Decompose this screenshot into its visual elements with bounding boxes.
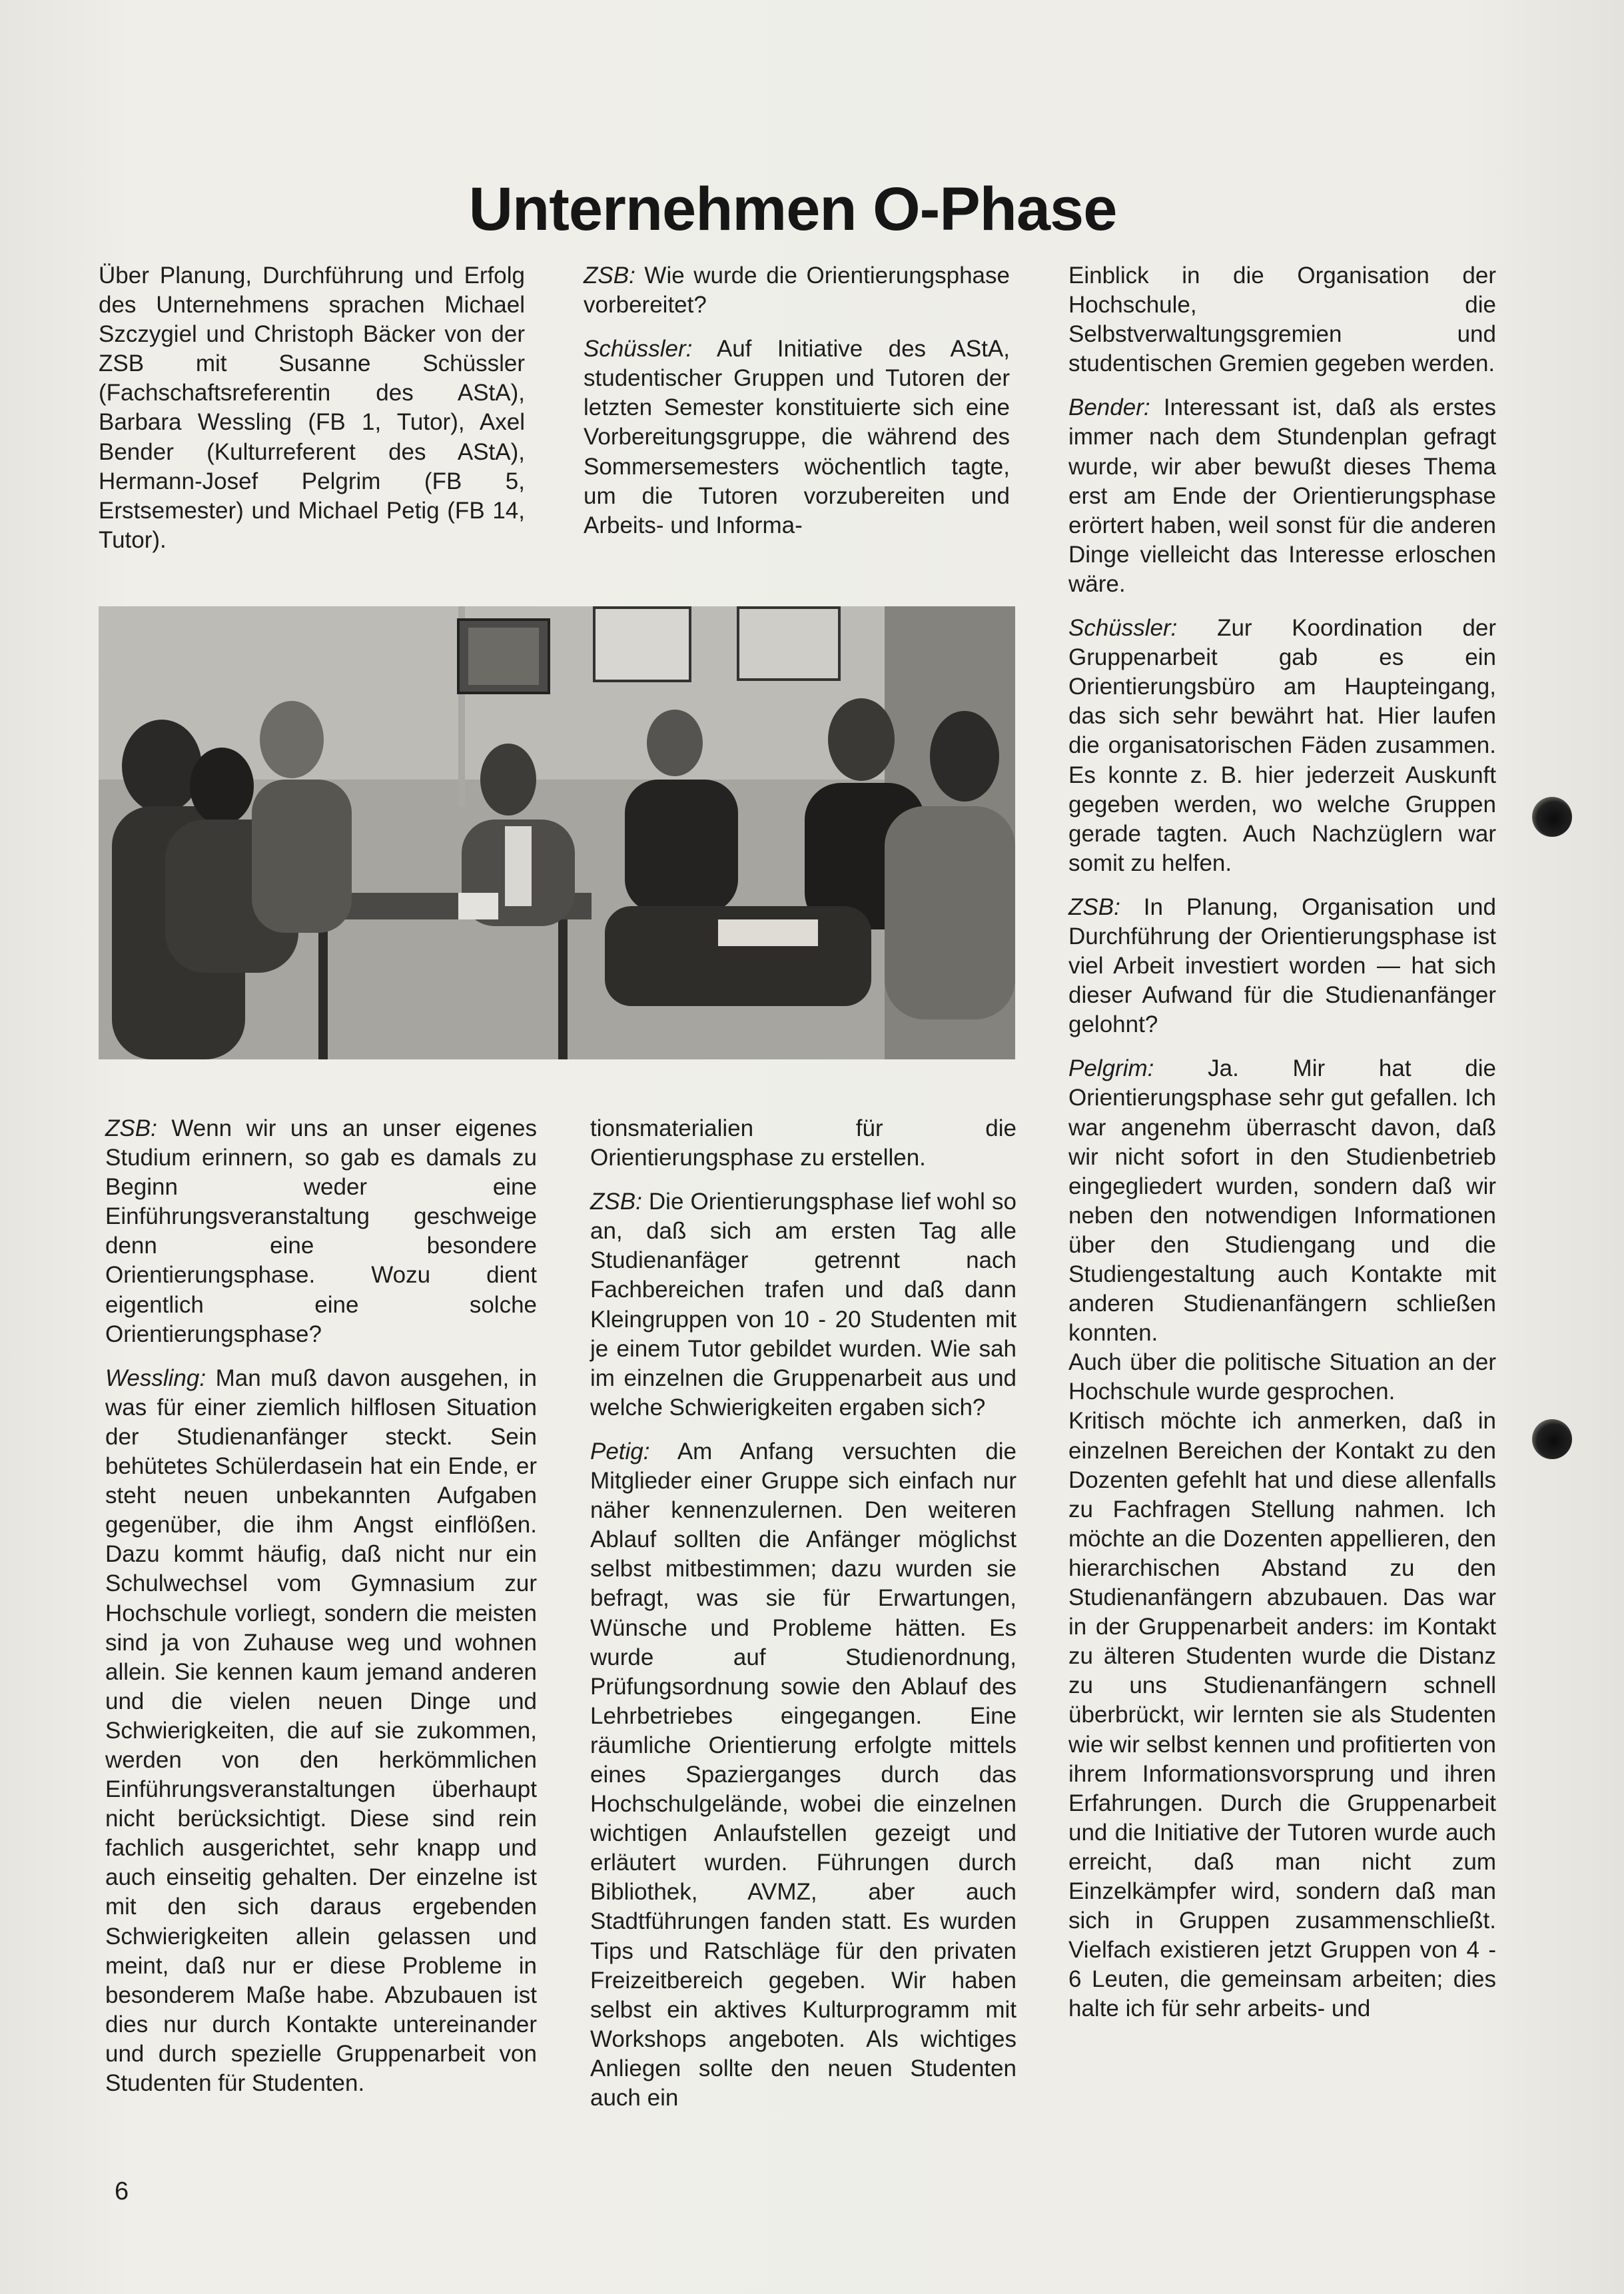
paragraph: [590, 1114, 1016, 1173]
paragraph: [584, 334, 1010, 540]
paragraph-text: Interessant ist, daß als erstes immer nach dem Stundenplan gefragt wurde, wir aber bewußt dieses Thema erst am Ende der Orientierungsphase erörtert haben, weil sonst für die anderen Dinge vielleicht das Interesse erloschen wäre.: [1068, 394, 1496, 597]
paragraph: [1068, 1054, 1496, 1348]
speaker-label: ZSB:: [584, 263, 635, 288]
paragraph-text: Wie wurde die Orientierungsphase vorbereitet?: [584, 263, 1010, 318]
speaker-label: Schüssler:: [1068, 615, 1178, 642]
paragraph: [1068, 893, 1496, 1039]
paragraph-text: Die Orientierungsphase lief wohl so an, daß sich am ersten Tag alle Studienanfäger getrennt nach Fachbereichen trafen und daß dann Kleingruppen von 10 - 20 Studenten mit je einem Tutor gebildet wurden. Wie sah im einzelnen die Gruppenarbeit aus und welche Schwierigkeiten ergaben sich?: [590, 1189, 1016, 1421]
speaker-label: ZSB:: [1068, 893, 1120, 920]
speaker-label: Petig:: [590, 1438, 650, 1464]
speaker-label: ZSB:: [590, 1189, 642, 1215]
paragraph-text: Auch über die politische Situation an der Hochschule wurde gesprochen.: [1068, 1349, 1496, 1405]
speaker-label: Bender:: [1068, 394, 1150, 421]
paragraph-text: Auf Initiative des AStA, studentischer Gruppen und Tutoren der letzten Semester konstituierte sich eine Vorbereitungsgruppe, die während des Sommersemesters wöchentlich tagte, um die Tutoren vorzubereiten und Arbeits- und Informa-: [584, 336, 1010, 538]
punch-hole: [1532, 797, 1572, 837]
paragraph-text: In Planung, Organisation und Durchführung der Orientierungsphase ist viel Arbeit investiert worden — hat sich dieser Aufwand für die Studienanfänger gelohnt?: [1068, 893, 1496, 1038]
paragraph-text: Zur Koordination der Gruppenarbeit gab es ein Orientierungsbüro am Haupteingang, das sich sehr bewährt hat. Hier laufen die organisatorischen Fäden zusammen. Es konnte z. B. hier jederzeit Auskunft gegeben werden, wo welche Gruppen gerade tagten. Auch Nachzüglern war somit zu helfen.: [1068, 615, 1496, 876]
column-3: [1068, 261, 1496, 2023]
speaker-label: ZSB:: [105, 1115, 157, 1141]
paragraph-text: Man muß davon ausgehen, in was für einer ziemlich hilflosen Situation der Studienanfänger steckt. Sein behütetes Schülerdasein hat ein Ende, er steht neuen unbekannten Aufgaben gegenüber, die ihm Angst einflößen. Dazu kommt häufig, daß nicht nur ein Schulwechsel vom Gymnasium zur Hochschule vorliegt, sondern die meisten sind ja von Zuhause weg und wohnen allein. Sie kennen kaum jemand anderen und die vielen neuen Dinge und Schwierigkeiten, die auf sie zukommen, werden von den herkömmlichen Einführungsveranstaltungen überhaupt nicht berücksichtigt. Diese sind rein fachlich ausgerichtet, sehr knapp und auch einseitig gehalten. Der einzelne ist mit den sich daraus ergebenden Schwierigkeiten allein gelassen und meint, daß nur er diese Probleme in besonderem Maße habe. Abzubauen ist dies nur durch Kontakte untereinander und durch spezielle Gruppenarbeit von Studenten für Studenten.: [105, 1365, 537, 2096]
paragraph-text: Am Anfang versuchten die Mitglieder einer Gruppe sich einfach nur näher kennenzulernen. Den weiteren Ablauf sollten die Anfänger möglichst selbst mitbestimmen; dazu wurden sie befragt, was sie für Erwartungen, Wünsche und Probleme hätten. Es wurde auf Studienordnung, Prüfungsordnung sowie den Ablauf des Lehrbetriebes eingegangen. Eine räumliche Orientierung erfolgte mittels eines Spazierganges durch das Hochschulgelände, wobei die einzelnen wichtigen Anlaufstellen gezeigt und erläutert wurden. Führungen durch Bibliothek, AVMZ, aber auch Stadtführungen fanden statt. Es wurden Tips und Ratschläge für den privaten Freizeitbereich gegeben. Wir haben selbst ein aktives Kulturprogramm mit Workshops angeboten. Als wichtiges Anliegen sollte den neuen Studenten auch ein: [590, 1438, 1016, 2111]
speaker-label: Wessling:: [105, 1365, 206, 1391]
paragraph: [1068, 393, 1496, 599]
paragraph: [1068, 1348, 1496, 1407]
punch-hole: [1532, 1419, 1572, 1459]
intro-block: [99, 261, 525, 555]
paragraph-text: Ja. Mir hat die Orientierungsphase sehr gut gefallen. Ich war angenehm überrascht davon, daß wir nicht sofort in den Studienbetrieb eingegliedert wurden, sondern daß wir neben den notwendigen Informationen über den Studiengang und die Studiengestaltung auch Kontakte mit anderen Studienanfängern schließen konnten.: [1068, 1055, 1496, 1347]
paragraph: [1068, 614, 1496, 878]
paragraph: [1068, 1407, 1496, 2023]
paragraph-text: Wenn wir uns an unser eigenes Studium erinnern, so gab es damals zu Beginn weder eine Einführungsveranstaltung geschweige denn eine besondere Orientierungsphase. Wozu dient eigentlich eine solche Orientierungsphase?: [105, 1115, 537, 1347]
group-photo-illustration: [99, 606, 1015, 1059]
speaker-label: Pelgrim:: [1068, 1055, 1154, 1082]
paragraph: [590, 1187, 1016, 1423]
paragraph-text: Einblick in die Organisation der Hochschule, die Selbstverwaltungsgremien und studentischen Gremien gegeben werden.: [1068, 263, 1496, 377]
paragraph: [105, 1364, 537, 2098]
paragraph-text: Kritisch möchte ich anmerken, daß in einzelnen Bereichen der Kontakt zu den Dozenten gefehlt hat und diese allenfalls zu Fachfragen Stellung nahmen. Ich möchte an die Dozenten appellieren, den hierarchischen Abstand zu den Studienanfängern abzubauen. Das war in der Gruppenarbeit anders: im Kontakt zu älteren Studenten wurde die Distanz zu uns Studienanfängern schnell überbrückt, wir lernten sie als Studenten wie wir selbst kennen und profitierten von ihrem Informationsvorsprung und ihren Erfahrungen. Durch die Gruppenarbeit und die Initiative der Tutoren wurde auch erreicht, daß man nicht zum Einzelkämpfer wird, sondern daß man sich in Gruppen zusammenschließt. Vielfach existieren jetzt Gruppen von 4 - 6 Leuten, die gemeinsam arbeiten; dies halte ich für sehr arbeits- und: [1068, 1408, 1497, 2022]
paragraph: [590, 1437, 1016, 2113]
speaker-label: Schüssler:: [584, 336, 693, 362]
column-2-top: [584, 261, 1010, 540]
paragraph-text: tionsmaterialien für die Orientierungsphase zu erstellen.: [590, 1115, 1016, 1171]
page-number: 6: [115, 2177, 129, 2205]
group-photo: [99, 606, 1015, 1059]
column-2-bottom: [590, 1114, 1016, 2113]
paragraph: [1068, 261, 1496, 378]
article-title: Unternehmen O-Phase: [468, 175, 1117, 243]
intro-text: Über Planung, Durchführung und Erfolg des Unternehmens sprachen Michael Szczygiel und Christoph Bäcker von der ZSB mit Susanne Schüssler (Fachschaftsreferentin des AStA), Barbara Wessling (FB 1, Tutor), Axel Bender (Kulturreferent des AStA), Hermann-Josef Pelgrim (FB 5, Erstsemester) und Michael Petig (FB 14, Tutor).: [99, 263, 525, 553]
paragraph: [105, 1114, 537, 1349]
column-1-bottom: [105, 1114, 537, 2098]
paragraph: [584, 261, 1010, 320]
